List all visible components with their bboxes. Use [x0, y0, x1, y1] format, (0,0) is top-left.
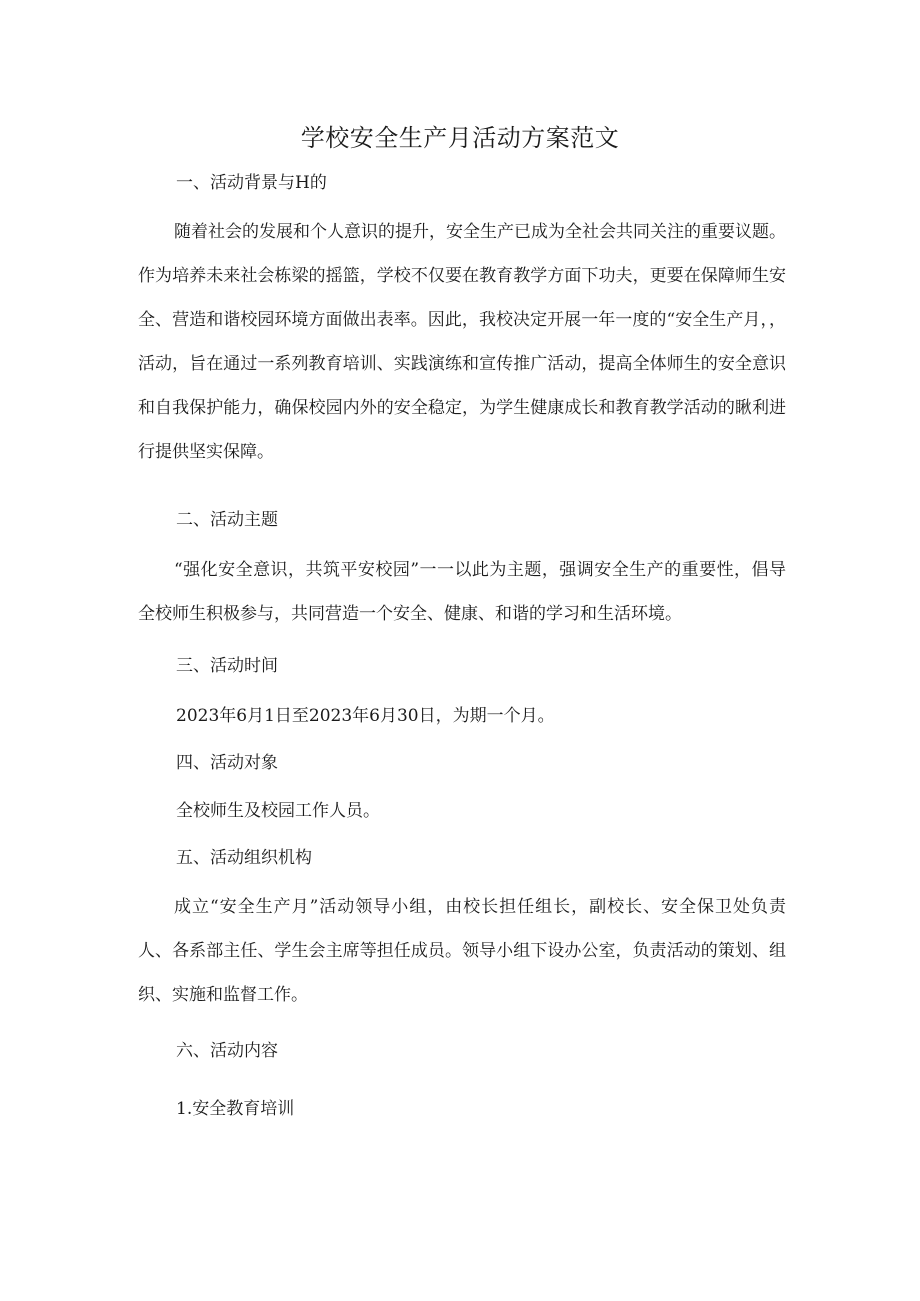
section-heading-theme: 二、活动主题	[176, 510, 278, 530]
section-body-time: 2023年6月1日至2023年6月30日，为期一个月。	[176, 706, 555, 726]
document-title: 学校安全生产月活动方案范文	[300, 124, 620, 152]
section-body-audience: 全校师生及校园工作人员。	[176, 801, 380, 821]
section-heading-organization: 五、活动组织机构	[176, 848, 312, 868]
section-heading-audience: 四、活动对象	[176, 753, 278, 773]
section-item-safety-training: 1.安全教育培训	[176, 1099, 295, 1119]
section-body-organization: 成立“安全生产月”活动领导小组，由校长担任组长，副校长、安全保卫处负责人、各系部主任、学生会主席等担任成员。领导小组下设办公室，负责活动的策划、组织、实施和监督工作。	[138, 897, 786, 1005]
section-heading-time: 三、活动时间	[176, 656, 278, 676]
section-heading-content: 六、活动内容	[176, 1041, 278, 1061]
section-heading-background: 一、活动背景与H的	[176, 173, 327, 193]
section-body-theme: “强化安全意识，共筑平安校园”一一以此为主题，强调安全生产的重要性，倡导全校师生积极参与，共同营造一个安全、健康、和谐的学习和生活环境。	[138, 560, 786, 624]
section-body-background: 随着社会的发展和个人意识的提升，安全生产已成为全社会共同关注的重要议题。作为培养未来社会栋梁的摇篮，学校不仅要在教育教学方面下功夫，更要在保障师生安全、营造和谐校园环境方面做出表率。因此，我校决定开展一年一度的“安全生产月，，活动，旨在通过一系列教育培训、实践演练和宣传推广活动，提高全体师生的安全意识和自我保护能力，确保校园内外的安全稳定，为学生健康成长和教育教学活动的瞅利进行提供坚实保障。	[138, 222, 786, 462]
